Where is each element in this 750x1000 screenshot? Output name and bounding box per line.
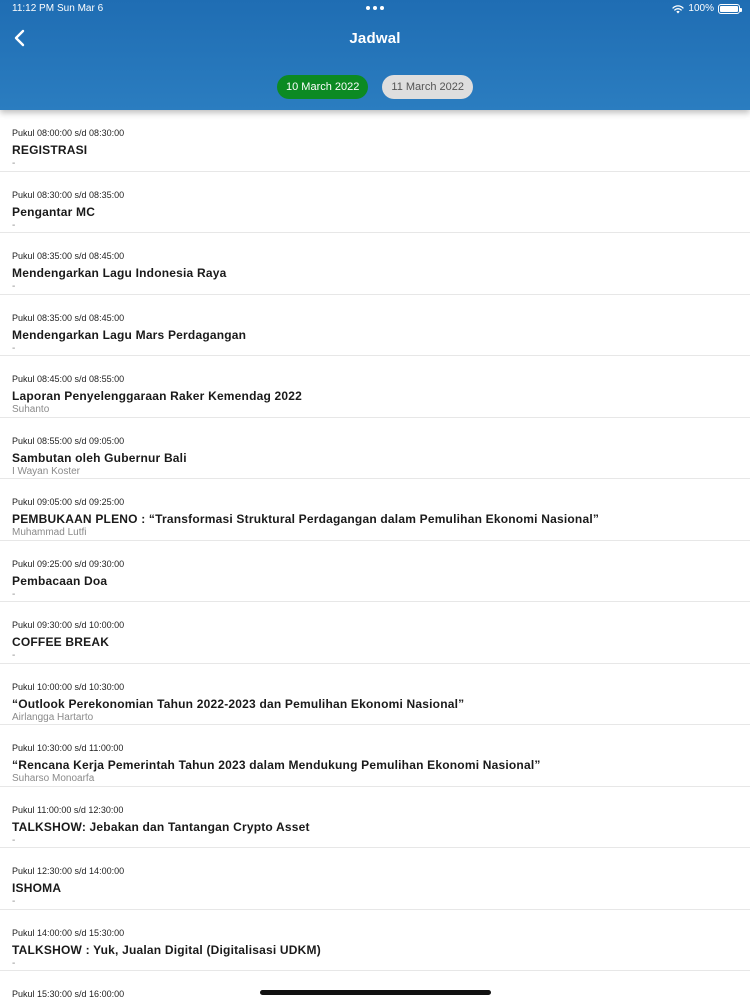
- schedule-time: Pukul 10:30:00 s/d 11:00:00: [12, 743, 124, 753]
- schedule-speaker: Airlangga Hartarto: [12, 711, 94, 723]
- battery-icon: [718, 4, 740, 14]
- schedule-item[interactable]: [0, 172, 750, 234]
- schedule-speaker: -: [12, 342, 16, 354]
- schedule-time: Pukul 08:55:00 s/d 09:05:00: [12, 435, 125, 446]
- schedule-title: PEMBUKAAN PLENO : “Transformasi Struktural Perdagangan dalam Pemulihan Ekonomi Nasional”: [12, 512, 600, 526]
- schedule-item[interactable]: [0, 664, 750, 726]
- schedule-item[interactable]: [0, 233, 750, 295]
- status-indicators: [672, 3, 740, 14]
- schedule-title: TALKSHOW : Yuk, Jualan Digital (Digitalisasi UDKM): [12, 942, 321, 957]
- schedule-title: Pengantar MC: [12, 204, 96, 219]
- schedule-item[interactable]: [0, 479, 750, 541]
- status-date: Sun Mar 6: [57, 3, 104, 14]
- schedule-time: Pukul 08:45:00 s/d 08:55:00: [12, 374, 125, 384]
- schedule-item[interactable]: [0, 356, 750, 418]
- schedule-speaker: -: [12, 158, 16, 169]
- schedule-time: Pukul 09:25:00 s/d 09:30:00: [12, 558, 125, 569]
- schedule-time: Pukul 12:30:00 s/d 14:00:00: [12, 866, 125, 876]
- status-time: 11:12 PM: [12, 3, 55, 14]
- schedule-time: Pukul 08:35:00 s/d 08:45:00: [12, 312, 125, 323]
- schedule-item[interactable]: [0, 787, 750, 849]
- schedule-title: REGISTRASI: [12, 143, 88, 157]
- schedule-time: Pukul 14:00:00 s/d 15:30:00: [12, 927, 125, 938]
- schedule-speaker: -: [12, 588, 16, 600]
- wifi-icon: [672, 4, 684, 14]
- schedule-title: COFFEE BREAK: [12, 635, 110, 649]
- schedule-speaker: -: [12, 957, 16, 969]
- schedule-speaker: Muhammad Lutfi: [12, 527, 87, 538]
- schedule-item[interactable]: [0, 418, 750, 480]
- schedule-time: Pukul 09:05:00 s/d 09:25:00: [12, 497, 125, 507]
- schedule-title: “Rencana Kerja Pemerintah Tahun 2023 dalam Mendukung Pemulihan Ekonomi Nasional”: [12, 758, 541, 772]
- schedule-speaker: Suhanto: [12, 404, 50, 415]
- schedule-title: “Outlook Perekonomian Tahun 2022-2023 dan Pemulihan Ekonomi Nasional”: [12, 696, 465, 711]
- schedule-speaker: -: [12, 834, 16, 846]
- schedule-time: Pukul 08:00:00 s/d 08:30:00: [12, 128, 125, 138]
- schedule-speaker: -: [12, 281, 16, 292]
- schedule-title: Sambutan oleh Gubernur Bali: [12, 450, 187, 465]
- schedule-title: ISHOMA: [12, 881, 62, 895]
- schedule-time: Pukul 15:30:00 s/d 16:00:00: [12, 989, 125, 999]
- schedule-title: Mendengarkan Lagu Indonesia Raya: [12, 266, 227, 280]
- schedule-speaker: Suharso Monoarfa: [12, 773, 95, 784]
- schedule-item[interactable]: [0, 971, 750, 1000]
- app-header: [0, 0, 750, 110]
- schedule-item[interactable]: [0, 910, 750, 972]
- page-title: Jadwal: [349, 30, 401, 47]
- schedule-title: Pembacaan Doa: [12, 573, 108, 588]
- schedule-speaker: -: [12, 650, 16, 661]
- schedule-speaker: -: [12, 896, 16, 907]
- schedule-time: Pukul 11:00:00 s/d 12:30:00: [12, 804, 124, 815]
- schedule-speaker: -: [12, 219, 16, 231]
- battery-percent: 100%: [688, 3, 714, 14]
- schedule-time: Pukul 10:00:00 s/d 10:30:00: [12, 681, 125, 692]
- schedule-list: [0, 110, 750, 1000]
- schedule-item[interactable]: [0, 848, 750, 910]
- date-tabs: [0, 75, 750, 99]
- status-bar: [0, 0, 750, 18]
- schedule-title: Mendengarkan Lagu Mars Perdagangan: [12, 327, 247, 342]
- date-tab-10-march[interactable]: 10 March 2022: [277, 75, 368, 99]
- schedule-time: Pukul 08:35:00 s/d 08:45:00: [12, 251, 125, 261]
- home-indicator[interactable]: [260, 990, 491, 995]
- schedule-speaker: I Wayan Koster: [12, 465, 80, 477]
- schedule-time: Pukul 08:30:00 s/d 08:35:00: [12, 189, 125, 200]
- schedule-time: Pukul 09:30:00 s/d 10:00:00: [12, 620, 125, 630]
- schedule-item[interactable]: [0, 725, 750, 787]
- schedule-item[interactable]: [0, 295, 750, 357]
- date-tab-11-march[interactable]: 11 March 2022: [382, 75, 473, 99]
- multitasking-dots-icon[interactable]: [366, 2, 384, 10]
- schedule-item[interactable]: [0, 602, 750, 664]
- schedule-item[interactable]: [0, 541, 750, 603]
- schedule-title: TALKSHOW: Jebakan dan Tantangan Crypto Asset: [12, 819, 310, 834]
- schedule-title: Laporan Penyelenggaraan Raker Kemendag 2022: [12, 389, 303, 403]
- schedule-item[interactable]: [0, 110, 750, 172]
